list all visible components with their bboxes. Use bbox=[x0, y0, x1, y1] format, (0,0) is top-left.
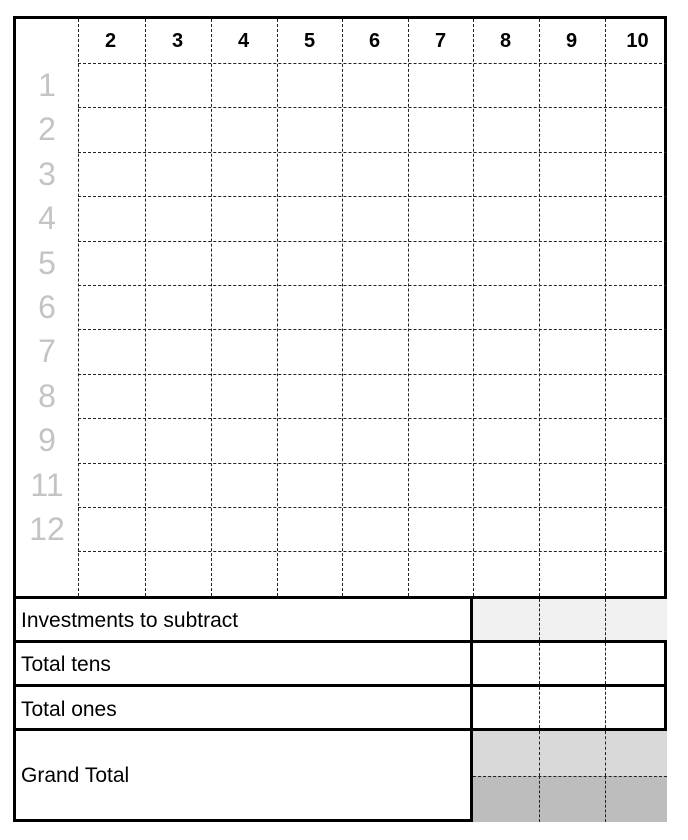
score-cell[interactable] bbox=[146, 330, 210, 373]
score-cell[interactable] bbox=[79, 242, 143, 285]
score-cell[interactable] bbox=[79, 508, 143, 551]
score-cell[interactable] bbox=[278, 64, 342, 107]
score-cell[interactable] bbox=[409, 108, 473, 151]
score-cell[interactable] bbox=[146, 552, 210, 595]
score-cell[interactable] bbox=[606, 419, 670, 462]
score-cell[interactable] bbox=[409, 375, 473, 418]
row-label: 11 bbox=[30, 466, 64, 503]
score-cell[interactable] bbox=[343, 197, 407, 240]
score-cell[interactable] bbox=[278, 197, 342, 240]
column-header: 6 bbox=[368, 30, 381, 52]
score-cell[interactable] bbox=[474, 419, 538, 462]
score-cell[interactable] bbox=[474, 375, 538, 418]
score-cell[interactable] bbox=[278, 552, 342, 595]
score-cell[interactable] bbox=[343, 286, 407, 329]
total-tens-cell[interactable] bbox=[473, 643, 539, 684]
score-cell[interactable] bbox=[343, 552, 407, 595]
score-cell[interactable] bbox=[212, 64, 276, 107]
score-sheet bbox=[13, 16, 667, 822]
score-cell[interactable] bbox=[540, 242, 604, 285]
score-cell[interactable] bbox=[409, 153, 473, 196]
score-cell[interactable] bbox=[79, 197, 143, 240]
score-cell[interactable] bbox=[278, 464, 342, 507]
row-label: 8 bbox=[38, 377, 56, 414]
score-cell[interactable] bbox=[146, 197, 210, 240]
score-cell[interactable] bbox=[343, 508, 407, 551]
score-cell[interactable] bbox=[278, 375, 342, 418]
score-cell[interactable] bbox=[79, 419, 143, 462]
score-cell[interactable] bbox=[474, 153, 538, 196]
score-cell[interactable] bbox=[540, 286, 604, 329]
grand-total-cell[interactable] bbox=[539, 776, 605, 822]
score-cell[interactable] bbox=[146, 419, 210, 462]
score-cell[interactable] bbox=[146, 375, 210, 418]
row-label bbox=[16, 551, 78, 595]
row-label: 4 bbox=[38, 200, 56, 237]
grand-total-cell[interactable] bbox=[539, 731, 605, 776]
score-cell[interactable] bbox=[409, 508, 473, 551]
score-cell[interactable] bbox=[409, 552, 473, 595]
score-cell[interactable] bbox=[474, 242, 538, 285]
score-cell[interactable] bbox=[474, 552, 538, 595]
score-cell[interactable] bbox=[606, 197, 670, 240]
score-cell[interactable] bbox=[278, 242, 342, 285]
score-cell[interactable] bbox=[409, 64, 473, 107]
score-cell[interactable] bbox=[409, 464, 473, 507]
row-label: 9 bbox=[38, 422, 56, 459]
score-cell[interactable] bbox=[212, 375, 276, 418]
score-cell[interactable] bbox=[79, 64, 143, 107]
score-cell[interactable] bbox=[474, 197, 538, 240]
column-header: 7 bbox=[434, 30, 447, 52]
score-cell[interactable] bbox=[409, 286, 473, 329]
total-tens-cell[interactable] bbox=[605, 643, 667, 684]
score-cell[interactable] bbox=[540, 197, 604, 240]
column-header: 2 bbox=[104, 30, 117, 52]
column-header: 8 bbox=[499, 30, 512, 52]
score-cell[interactable] bbox=[79, 108, 143, 151]
score-cell[interactable] bbox=[606, 286, 670, 329]
score-cell[interactable] bbox=[278, 508, 342, 551]
score-cell[interactable] bbox=[540, 375, 604, 418]
row-label: 6 bbox=[38, 289, 56, 325]
column-header: 3 bbox=[171, 30, 184, 52]
score-cell[interactable] bbox=[212, 197, 276, 240]
grand-total-split-line bbox=[473, 776, 667, 777]
score-cell[interactable] bbox=[606, 242, 670, 285]
score-cell[interactable] bbox=[79, 375, 143, 418]
total-tens-label: Total tens bbox=[21, 653, 111, 676]
score-cell[interactable] bbox=[606, 64, 670, 107]
score-cell[interactable] bbox=[606, 108, 670, 151]
score-cell[interactable] bbox=[409, 330, 473, 373]
column-header: 9 bbox=[565, 30, 578, 52]
score-cell[interactable] bbox=[212, 330, 276, 373]
score-cell[interactable] bbox=[606, 153, 670, 196]
column-header: 10 bbox=[626, 30, 649, 52]
investments-label: Investments to subtract bbox=[21, 609, 239, 632]
score-cell[interactable] bbox=[540, 464, 604, 507]
total-tens-cell[interactable] bbox=[539, 643, 605, 684]
score-cell[interactable] bbox=[278, 153, 342, 196]
score-cell[interactable] bbox=[278, 419, 342, 462]
score-cell[interactable] bbox=[79, 286, 143, 329]
score-cell[interactable] bbox=[79, 552, 143, 595]
score-cell[interactable] bbox=[79, 330, 143, 373]
score-cell[interactable] bbox=[146, 153, 210, 196]
score-cell[interactable] bbox=[212, 508, 276, 551]
score-cell[interactable] bbox=[606, 508, 670, 551]
score-cell[interactable] bbox=[79, 464, 143, 507]
score-cell[interactable] bbox=[146, 108, 210, 151]
score-cell[interactable] bbox=[146, 64, 210, 107]
score-cell[interactable] bbox=[343, 375, 407, 418]
investments-cell[interactable] bbox=[473, 599, 539, 640]
score-cell[interactable] bbox=[540, 64, 604, 107]
score-cell[interactable] bbox=[540, 552, 604, 595]
score-cell[interactable] bbox=[212, 153, 276, 196]
score-cell[interactable] bbox=[409, 242, 473, 285]
score-cell[interactable] bbox=[474, 508, 538, 551]
row-label: 2 bbox=[38, 111, 56, 148]
grand-total-cell[interactable] bbox=[605, 731, 667, 776]
column-header: 4 bbox=[237, 30, 250, 52]
score-cell[interactable] bbox=[212, 552, 276, 595]
score-cell[interactable] bbox=[146, 508, 210, 551]
score-cell[interactable] bbox=[212, 464, 276, 507]
score-cell[interactable] bbox=[278, 330, 342, 373]
total-ones-cell[interactable] bbox=[539, 687, 605, 728]
score-cell[interactable] bbox=[606, 464, 670, 507]
row-label: 5 bbox=[38, 244, 56, 281]
score-cell[interactable] bbox=[540, 108, 604, 151]
score-cell[interactable] bbox=[212, 419, 276, 462]
grand-total-label: Grand Total bbox=[21, 764, 130, 787]
grand-total-cell[interactable] bbox=[605, 776, 667, 822]
score-cell[interactable] bbox=[343, 153, 407, 196]
score-cell[interactable] bbox=[212, 286, 276, 329]
score-cell[interactable] bbox=[212, 242, 276, 285]
score-cell[interactable] bbox=[409, 419, 473, 462]
investments-cell[interactable] bbox=[539, 599, 605, 640]
score-cell[interactable] bbox=[606, 375, 670, 418]
score-cell[interactable] bbox=[474, 330, 538, 373]
score-cell[interactable] bbox=[606, 330, 670, 373]
score-cell[interactable] bbox=[79, 153, 143, 196]
score-cell[interactable] bbox=[343, 464, 407, 507]
row-label: 1 bbox=[38, 67, 56, 103]
score-cell[interactable] bbox=[474, 286, 538, 329]
total-ones-cell[interactable] bbox=[473, 687, 539, 728]
score-cell[interactable] bbox=[409, 197, 473, 240]
row-label: 3 bbox=[38, 155, 56, 192]
score-cell[interactable] bbox=[540, 508, 604, 551]
score-cell[interactable] bbox=[343, 419, 407, 462]
score-cell[interactable] bbox=[278, 108, 342, 151]
score-cell[interactable] bbox=[606, 552, 670, 595]
grand-total-cell[interactable] bbox=[473, 731, 539, 776]
grand-total-cell[interactable] bbox=[473, 776, 539, 822]
score-cell[interactable] bbox=[343, 330, 407, 373]
score-cell[interactable] bbox=[540, 330, 604, 373]
investments-cell[interactable] bbox=[605, 599, 667, 640]
column-header: 5 bbox=[303, 30, 316, 52]
row-label: 12 bbox=[29, 511, 65, 547]
total-ones-label: Total ones bbox=[21, 698, 117, 721]
row-label: 7 bbox=[38, 333, 56, 370]
total-ones-cell[interactable] bbox=[605, 687, 667, 728]
score-cell[interactable] bbox=[343, 108, 407, 151]
score-cell[interactable] bbox=[474, 64, 538, 107]
score-cell[interactable] bbox=[343, 64, 407, 107]
score-cell[interactable] bbox=[278, 286, 342, 329]
score-cell[interactable] bbox=[474, 464, 538, 507]
score-cell[interactable] bbox=[146, 286, 210, 329]
score-cell[interactable] bbox=[540, 153, 604, 196]
score-cell[interactable] bbox=[474, 108, 538, 151]
score-cell[interactable] bbox=[146, 242, 210, 285]
score-cell[interactable] bbox=[540, 419, 604, 462]
score-cell[interactable] bbox=[146, 464, 210, 507]
score-cell[interactable] bbox=[212, 108, 276, 151]
score-cell[interactable] bbox=[343, 242, 407, 285]
